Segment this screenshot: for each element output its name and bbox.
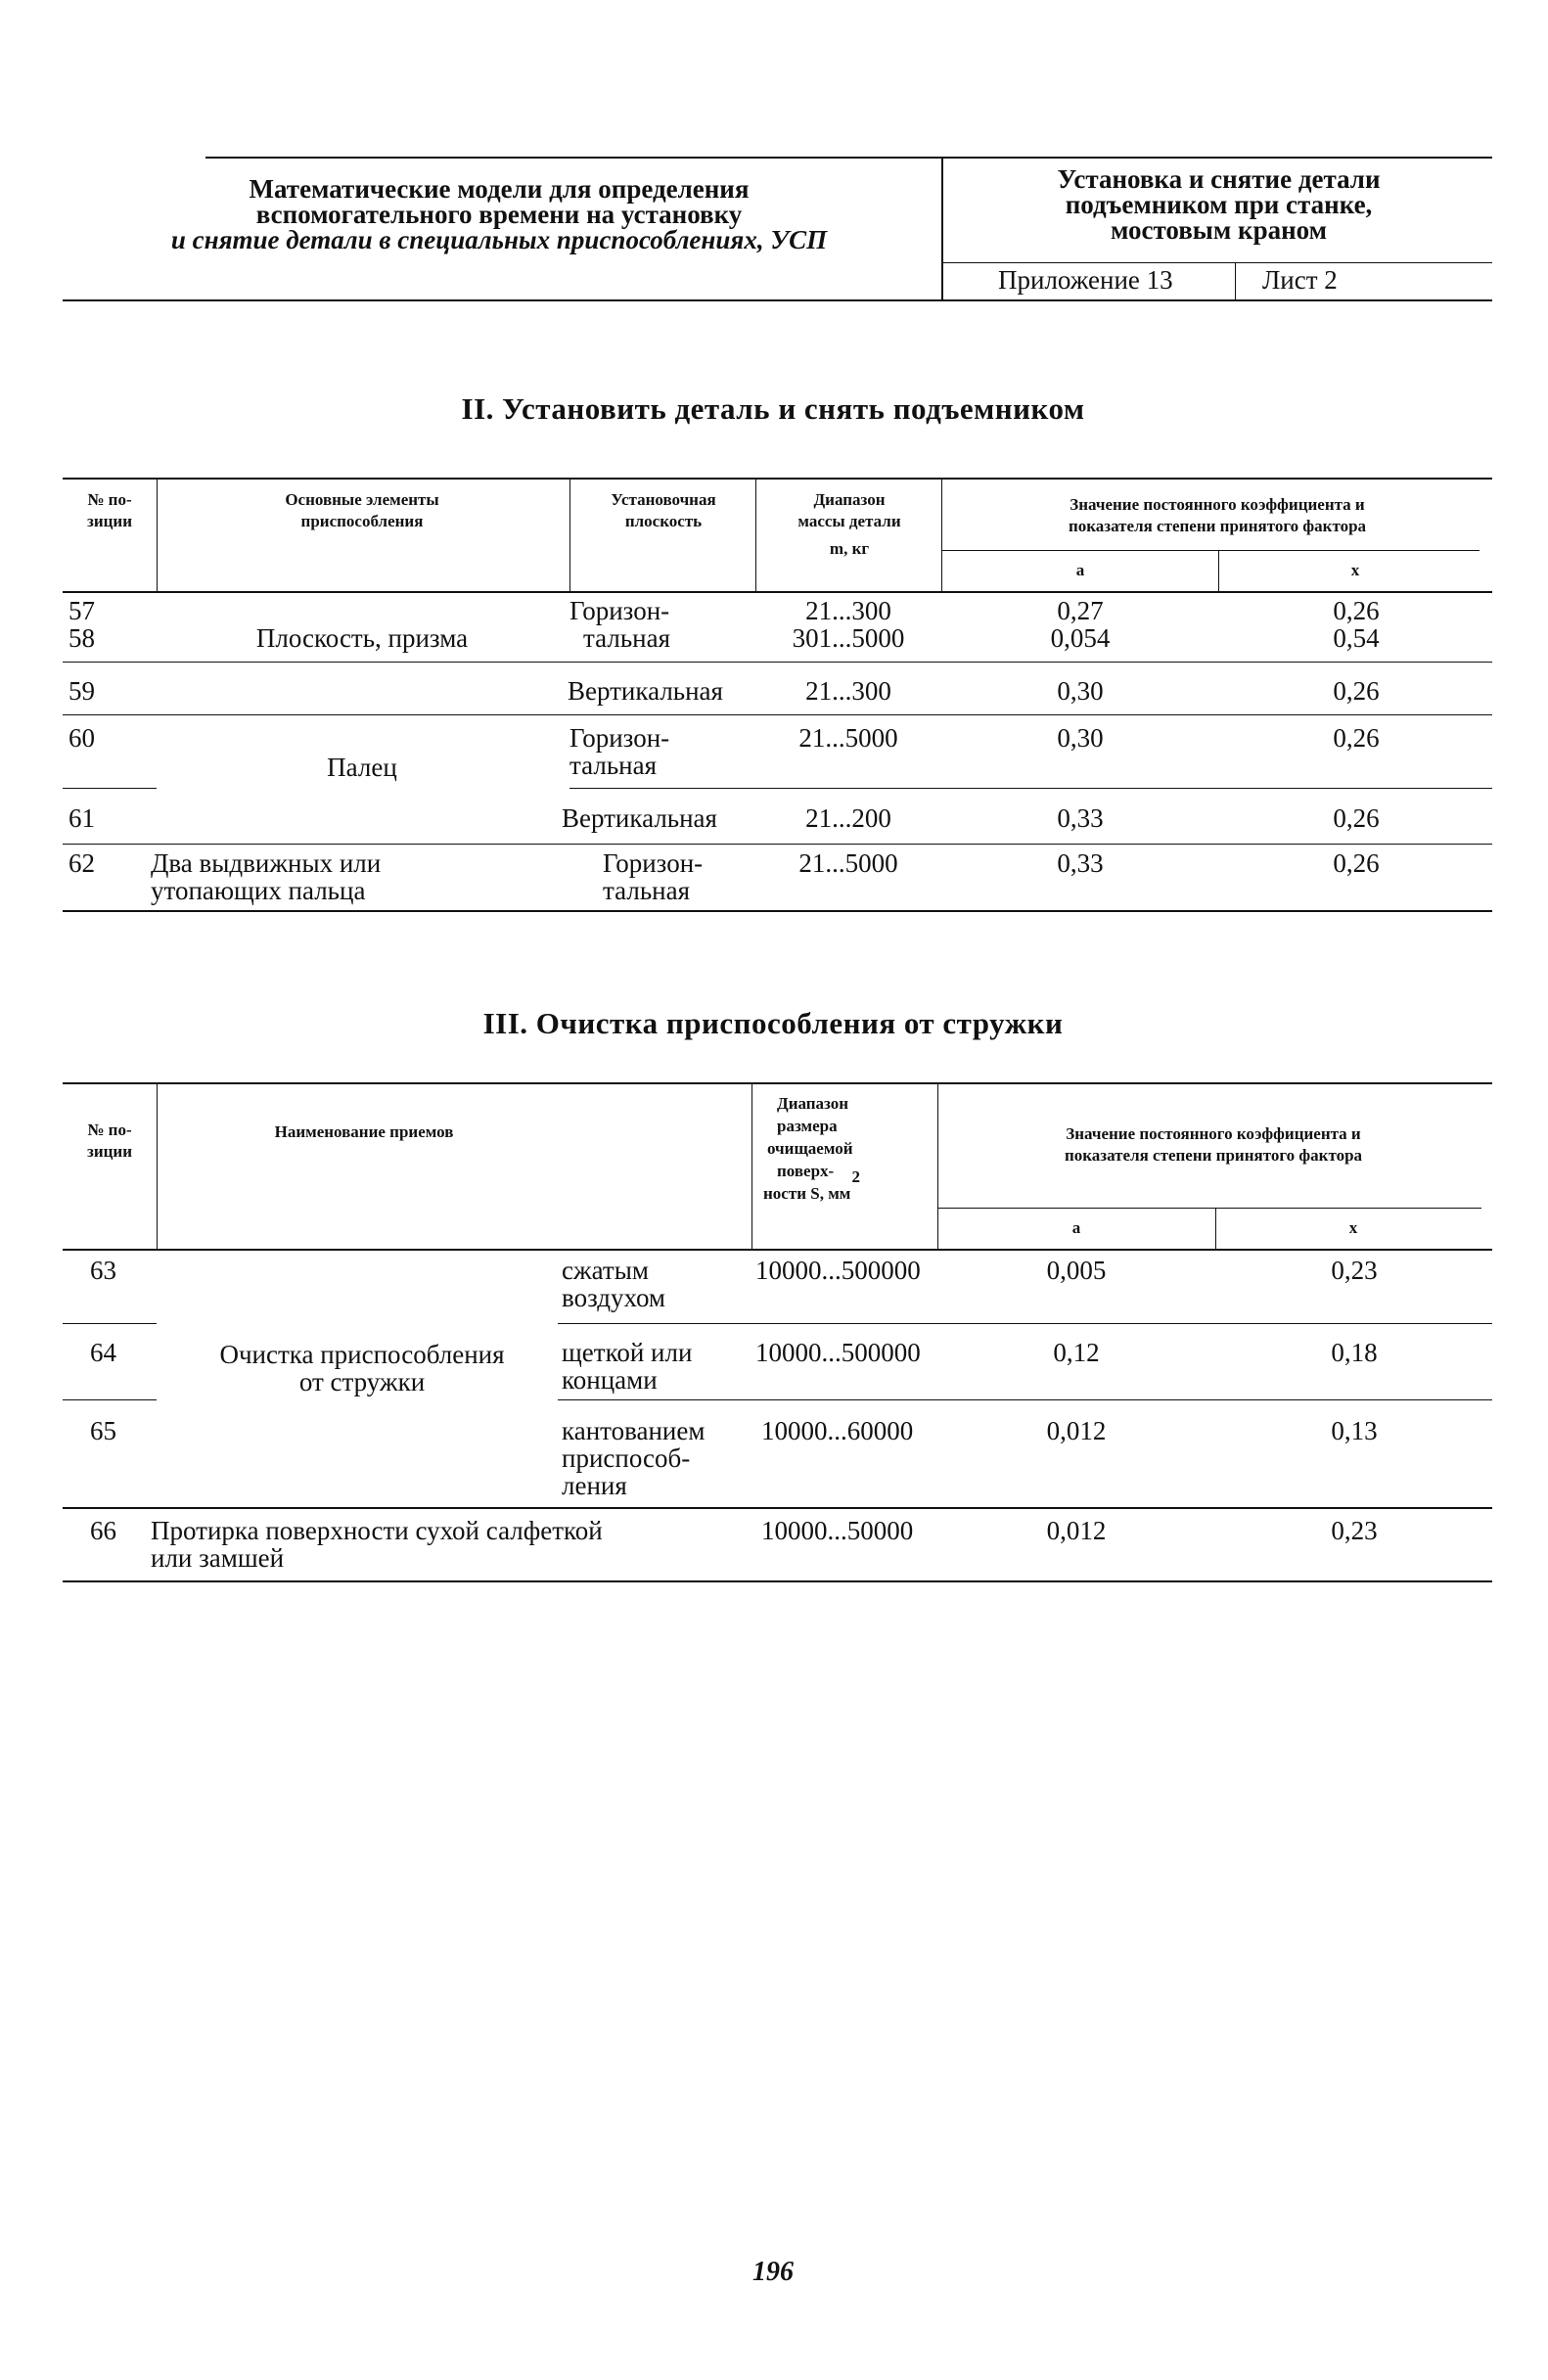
col-method-name-header: Наименование приемов <box>274 1122 454 1141</box>
merged-finger-cell: Палец <box>327 753 397 782</box>
document-title <box>59 176 939 252</box>
col-size-header: Диапазон размера очищаемой поверх- 2 ности S, мм <box>763 1094 860 1203</box>
sheet-label: Лист 2 <box>1262 265 1338 295</box>
col-plane-header: Установочная плоскость <box>611 490 716 530</box>
col-x-header: x <box>1350 561 1360 579</box>
col-elements-header: Основные элементы приспособления <box>285 490 439 530</box>
col-a-header: a <box>1071 1218 1081 1237</box>
col-a-header: a <box>1075 561 1085 579</box>
section-heading-line1: Установка и снятие детали <box>1057 164 1381 194</box>
section-heading-line2: подъемником при станке, <box>1065 190 1373 219</box>
section-heading <box>947 166 1490 243</box>
section-heading-line3: мостовым краном <box>1110 215 1328 245</box>
col-mass-header: Диапазон массы детали m, кг <box>797 490 901 558</box>
page-number: 196 <box>752 2257 794 2287</box>
document-title-line1: Математические модели для определения <box>249 174 750 204</box>
section3-title: III. Очистка приспособления от стружки <box>482 1006 1064 1040</box>
col-position-header: № по- зиции <box>86 1121 132 1161</box>
col-coefficient-header: Значение постоянного коэффициента и показателя степени принятого фактора <box>1068 495 1367 535</box>
col-coefficient-header: Значение постоянного коэффициента и показателя степени принятого фактора <box>1064 1124 1363 1165</box>
document-title-line2: вспомогательного времени на установку <box>255 200 743 229</box>
col-x-header: x <box>1348 1218 1358 1237</box>
merged-cleaning-cell: Очистка приспособления от стружки <box>219 1340 505 1396</box>
appendix-label: Приложение 13 <box>998 265 1173 295</box>
col-position-header: № по- зиции <box>86 490 132 530</box>
document-title-line3: и снятие детали в специальных приспособлениях, УСП <box>170 225 828 254</box>
section2-title: II. Установить деталь и снять подъемником <box>461 391 1085 426</box>
